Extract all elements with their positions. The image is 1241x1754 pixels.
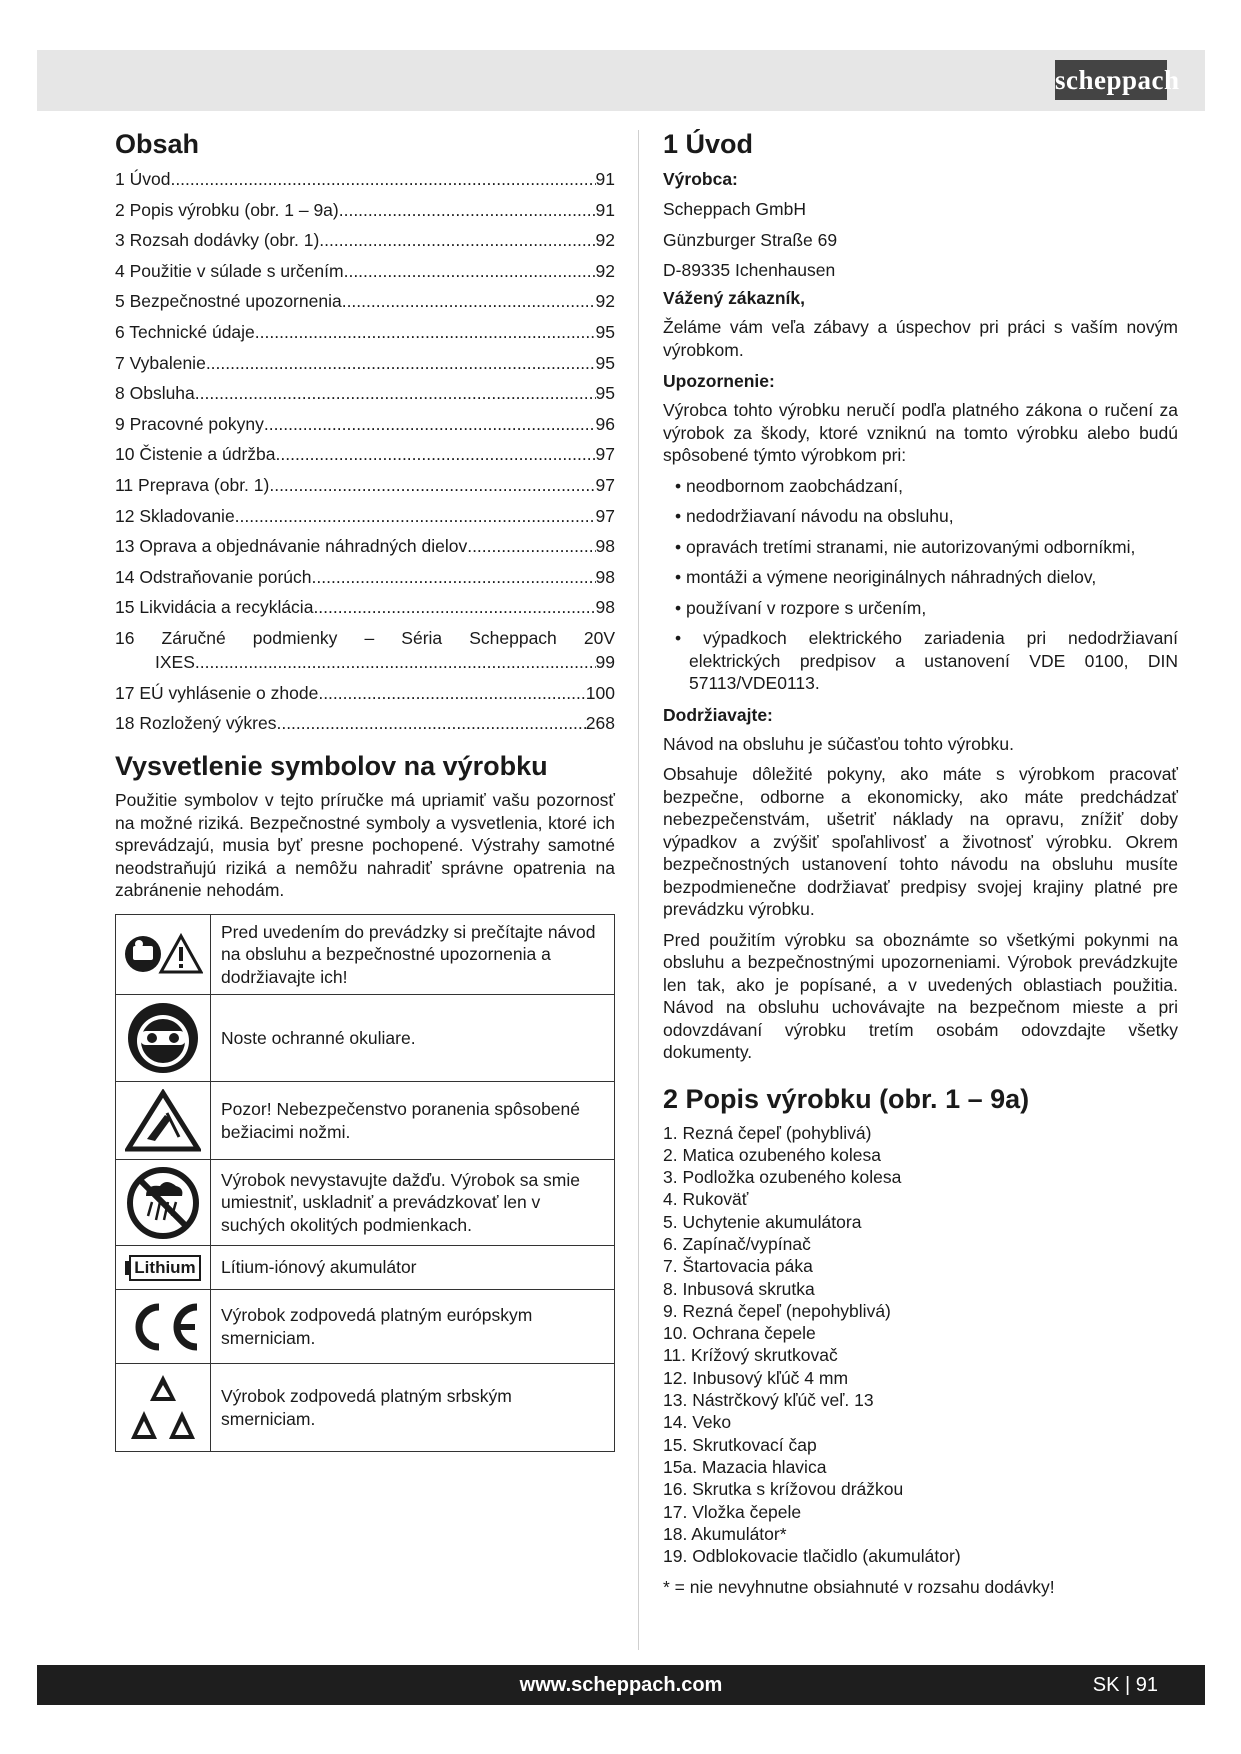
parts-list — [663, 1122, 1178, 1568]
toc-leader — [313, 595, 595, 619]
toc-leader — [319, 228, 595, 252]
symbol-text: Lítium-iónový akumulátor — [211, 1246, 615, 1290]
toc-page-number: 96 — [595, 413, 615, 434]
lithium-label: Lithium — [129, 1255, 200, 1281]
toc-entry-title: IXES — [155, 651, 195, 672]
footer-url[interactable]: www.scheppach.com — [519, 1674, 723, 1696]
list-item: 11. Krížový skrutkovač — [663, 1345, 838, 1366]
symbol-text: Noste ochranné okuliare. — [211, 995, 615, 1082]
toc-page-number: 95 — [595, 321, 615, 342]
list-item: 10. Ochrana čepele — [663, 1323, 816, 1344]
column-divider — [638, 130, 639, 1650]
toc-entry-title: 15 Likvidácia a recyklácia — [115, 597, 314, 618]
toc-entry[interactable] — [115, 681, 615, 705]
symbol-text: Výrobok nevystavujte dažďu. Výrobok sa smie umiestniť, uskladniť a prevádzkovať len v suchých okolitých podmienkach. — [211, 1160, 615, 1246]
toc-entry-continued[interactable] — [115, 650, 615, 674]
scheppach-logo: scheppach — [1055, 60, 1167, 100]
toc-entry-title: 5 Bezpečnostné upozornenia — [115, 291, 342, 312]
toc-page-number: 92 — [595, 260, 615, 281]
toc-leader — [344, 259, 596, 283]
toc-entry-title: 11 Preprava (obr. 1) — [115, 474, 270, 495]
toc-leader — [264, 412, 596, 436]
toc-leader — [170, 167, 595, 191]
toc-entry-title: 1 Úvod — [115, 169, 171, 189]
toc-entry[interactable] — [115, 504, 615, 528]
symbols-heading: Vysvetlenie symbolov na výrobku — [115, 751, 548, 782]
ce-mark-icon — [116, 1290, 211, 1364]
toc-leader — [318, 681, 585, 705]
lithium-battery-icon — [116, 1246, 211, 1290]
observe-paragraph: Obsahuje dôležité pokyny, ako máte s výrobkom pracovať bezpečne, odborne a ekonomicky, ako máte predchádzať nebezpečenstvám, ušetriť náklady na opravu, znížiť doby výpadkov a zvýšiť spoľahlivosť a životnosť výrobku. Okrem bezpečnostných ustanovení tohto návodu na obsluhu musíte bezpodmienečne dodržiavať predpisy svojej krajiny platné pre prevádzku výrobku. — [663, 764, 1178, 919]
observe-paragraph: Návod na obsluhu je súčasťou tohto výrobku. — [663, 733, 1014, 754]
toc-heading: Obsah — [115, 129, 200, 159]
toc-page-number: 92 — [595, 291, 615, 312]
list-item: • montáži a výmene neoriginálnych náhradných dielov, — [663, 566, 1178, 589]
list-item: 4. Rukoväť — [663, 1189, 749, 1210]
toc-entry-title: 4 Použitie v súlade s určením — [115, 260, 344, 281]
toc-entry[interactable] — [115, 473, 615, 497]
toc-entry[interactable] — [115, 289, 615, 313]
toc-entry-title: 16 Záručné podmienky – Séria Scheppach 20V — [115, 627, 615, 648]
list-item: 8. Inbusová skrutka — [663, 1278, 815, 1299]
toc-leader — [342, 289, 596, 313]
toc-entry[interactable] — [115, 351, 615, 375]
toc-leader — [235, 504, 596, 528]
manufacturer-line: Scheppach GmbH — [663, 199, 806, 219]
no-rain-icon — [116, 1160, 211, 1246]
toc-entry-title: 9 Pracovné pokyny — [115, 413, 264, 434]
toc-entry[interactable] — [115, 711, 615, 735]
list-item: 9. Rezná čepeľ (nepohyblivá) — [663, 1300, 891, 1321]
toc-page-number: 97 — [595, 474, 615, 495]
list-item: 2. Matica ozubeného kolesa — [663, 1144, 881, 1165]
toc-list — [115, 167, 615, 735]
toc-leader — [339, 198, 596, 222]
toc-entry-title: 17 EÚ vyhlásenie o zhode — [115, 682, 319, 703]
list-item: 16. Skrutka s krížovou drážkou — [663, 1479, 904, 1500]
toc-entry[interactable] — [115, 565, 615, 589]
page-number: SK | 91 — [1092, 1674, 1158, 1696]
right-column — [663, 127, 1178, 1606]
toc-leader — [276, 442, 596, 466]
symbol-text: Výrobok zodpovedá platným srbským smerniciam. — [211, 1364, 615, 1452]
toc-entry-title: 10 Čistenie a údržba — [115, 444, 276, 465]
toc-entry[interactable] — [115, 198, 615, 222]
toc-entry[interactable] — [115, 412, 615, 436]
symbol-text: Pred uvedením do prevádzky si prečítajte návod na obsluhu a bezpečnostné upozornenia a dodržiavajte ich! — [211, 914, 615, 995]
toc-page-number: 98 — [595, 536, 615, 557]
toc-page-number: 91 — [595, 169, 615, 189]
list-item: 17. Vložka čepele — [663, 1501, 802, 1522]
list-item: 12. Inbusový kľúč 4 mm — [663, 1367, 849, 1388]
list-item: • nedodržiavaní návodu na obsluhu, — [663, 505, 1178, 528]
toc-entry[interactable] — [115, 442, 615, 466]
notice-text: Výrobca tohto výrobku neručí podľa platného zákona o ručení za výrobok za škody, ktoré vzniknú na tomto výrobku alebo budú spôsobené týmto výrobkom pri: — [663, 400, 1178, 465]
notice-label: Upozornenie: — [663, 371, 775, 391]
toc-leader — [195, 650, 596, 674]
list-item: • neodbornom zaobchádzaní, — [663, 475, 1178, 498]
toc-page-number: 100 — [585, 682, 615, 703]
symbol-row — [116, 1364, 615, 1452]
toc-entry-title: 7 Vybalenie — [115, 352, 206, 373]
toc-entry[interactable] — [115, 167, 615, 191]
safety-goggles-icon — [116, 995, 211, 1082]
toc-entry[interactable] — [115, 259, 615, 283]
blade-injury-warning-icon — [116, 1082, 211, 1160]
toc-entry[interactable] — [115, 626, 615, 650]
toc-page-number: 97 — [595, 505, 615, 526]
toc-page-number: 98 — [595, 597, 615, 618]
notice-list — [663, 475, 1178, 695]
greeting-text: Želáme vám veľa zábavy a úspechov pri práci s vaším novým výrobkom. — [663, 317, 1178, 360]
serbian-conformity-icon — [116, 1364, 211, 1452]
intro-heading: 1 Úvod — [663, 129, 754, 159]
toc-entry-title: 6 Technické údaje — [115, 321, 255, 342]
parts-footnote: * = nie nevyhnutne obsiahnuté v rozsahu dodávky! — [663, 1577, 1055, 1598]
toc-leader — [255, 320, 596, 344]
footer-bar — [37, 1665, 1205, 1705]
toc-page-number: 99 — [595, 651, 615, 672]
symbol-row — [116, 914, 615, 995]
toc-leader — [467, 534, 595, 558]
toc-page-number: 97 — [595, 444, 615, 465]
toc-entry-title: 13 Oprava a objednávanie náhradných dielov — [115, 536, 468, 557]
list-item: 7. Štartovacia páka — [663, 1256, 813, 1277]
toc-leader — [206, 351, 596, 375]
symbol-row — [116, 1290, 615, 1364]
read-manual-warning-icon — [116, 914, 211, 995]
left-column — [115, 127, 615, 1452]
list-item: 15. Skrutkovací čap — [663, 1434, 817, 1455]
toc-entry[interactable] — [115, 595, 615, 619]
symbols-intro: Použitie symbolov v tejto príručke má upriamiť vašu pozornosť na možné riziká. Bezpečnostné symboly a vysvetlenia, ktoré ich sprevádzajú, musia byť presne pochopené. Výstrahy samotné neodstraňujú riziká a nemôžu nahradiť správne opatrenia na zabránenie nehodám. — [115, 790, 615, 901]
manufacturer-line: D-89335 Ichenhausen — [663, 260, 836, 280]
list-item: 3. Podložka ozubeného kolesa — [663, 1167, 902, 1188]
list-item: 14. Veko — [663, 1412, 732, 1433]
symbol-row — [116, 1082, 615, 1160]
list-item: 13. Nástrčkový kľúč veľ. 13 — [663, 1390, 874, 1411]
list-item: 18. Akumulátor* — [663, 1523, 787, 1544]
list-item: • výpadkoch elektrického zariadenia pri nedodržiavaní elektrických predpisov a ustanovení VDE 0100, DIN 57113/VDE0113. — [663, 627, 1178, 695]
list-item: 15a. Mazacia hlavica — [663, 1456, 827, 1477]
toc-entry[interactable] — [115, 320, 615, 344]
toc-entry-title: 2 Popis výrobku (obr. 1 – 9a) — [115, 199, 339, 220]
toc-entry-title: 3 Rozsah dodávky (obr. 1) — [115, 230, 320, 251]
toc-entry-title: 12 Skladovanie — [115, 505, 235, 526]
toc-leader — [312, 565, 596, 589]
toc-leader — [269, 473, 595, 497]
toc-leader — [195, 381, 596, 405]
toc-entry[interactable] — [115, 381, 615, 405]
manufacturer-label: Výrobca: — [663, 169, 738, 189]
toc-entry-title: 18 Rozložený výkres — [115, 713, 277, 734]
toc-page-number: 268 — [585, 713, 615, 734]
list-item: 1. Rezná čepeľ (pohyblivá) — [663, 1122, 872, 1143]
toc-entry-title: 14 Odstraňovanie porúch — [115, 566, 312, 587]
toc-page-number: 98 — [595, 566, 615, 587]
symbol-row — [116, 1160, 615, 1246]
observe-label: Dodržiavajte: — [663, 704, 773, 725]
toc-page-number: 91 — [595, 199, 615, 220]
toc-leader — [276, 711, 585, 735]
toc-entry-title: 8 Obsluha — [115, 383, 195, 404]
toc-entry[interactable] — [115, 228, 615, 252]
toc-page-number: 95 — [595, 352, 615, 373]
list-item: 6. Zapínač/vypínač — [663, 1233, 811, 1254]
list-item: 5. Uchytenie akumulátora — [663, 1211, 862, 1232]
manufacturer-line: Günzburger Straße 69 — [663, 229, 838, 250]
observe-paragraph: Pred použitím výrobku sa oboznámte so všetkými pokynmi na obsluhu a bezpečnostnými upozorneniami. Výrobok prevádzkujte len tak, ako je popísané, a v uvedených oblastiach použitia. Návod na obsluhu uchovávajte na bezpečnom mieste a pri odovzdávaní výrobku tretím osobám odovzdajte všetky dokumenty. — [663, 929, 1178, 1062]
symbol-text: Výrobok zodpovedá platným európskym smerniciam. — [211, 1290, 615, 1364]
description-heading: 2 Popis výrobku (obr. 1 – 9a) — [663, 1083, 1030, 1114]
header-bar — [37, 50, 1205, 111]
list-item: • opravách tretími stranami, nie autorizovanými odborníkmi, — [663, 536, 1178, 559]
symbols-table — [115, 914, 615, 1453]
symbol-row — [116, 995, 615, 1082]
toc-entry[interactable] — [115, 534, 615, 558]
greeting-label: Vážený zákazník, — [663, 288, 806, 308]
toc-page-number: 95 — [595, 383, 615, 404]
toc-page-number: 92 — [595, 230, 615, 251]
list-item: 19. Odblokovacie tlačidlo (akumulátor) — [663, 1546, 961, 1567]
list-item: • používaní v rozpore s určením, — [663, 597, 1178, 620]
symbol-row — [116, 1246, 615, 1290]
symbol-text: Pozor! Nebezpečenstvo poranenia spôsobené bežiacimi nožmi. — [211, 1082, 615, 1160]
